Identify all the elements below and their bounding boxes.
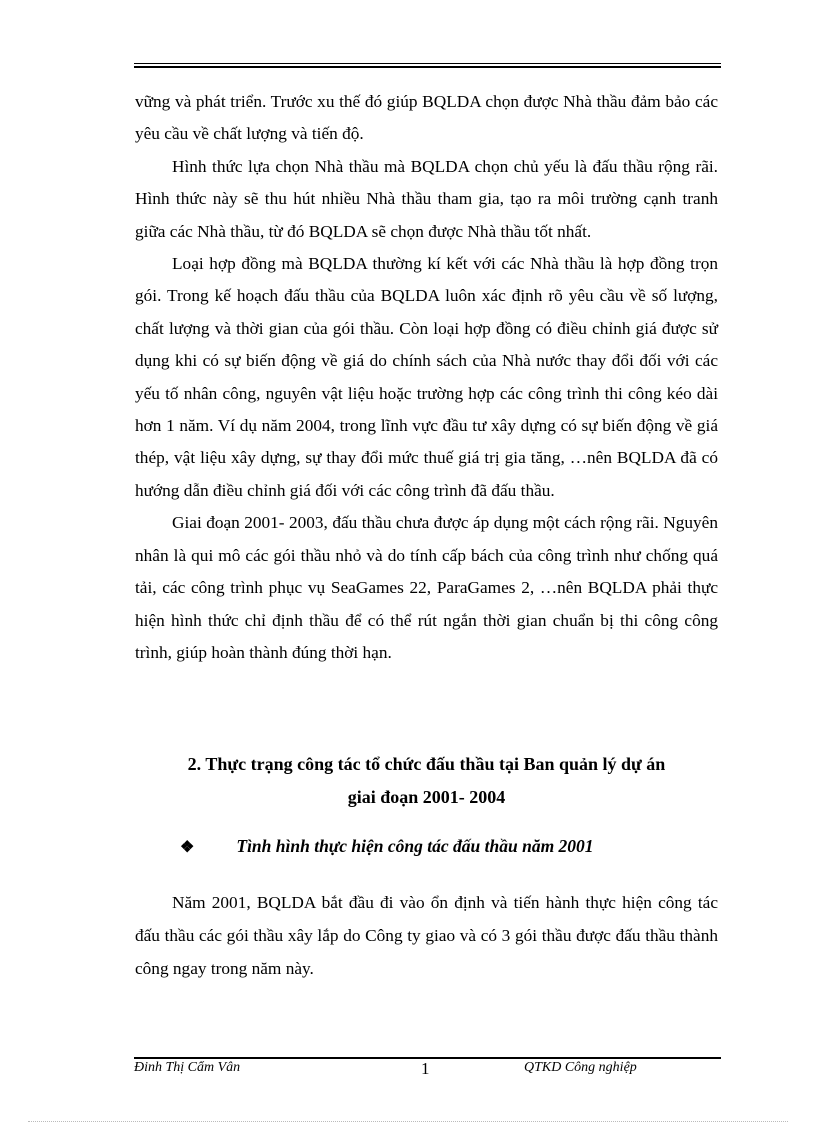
header-rule-thin — [134, 63, 721, 64]
body-text-top — [135, 86, 718, 669]
section-heading-line1: 2. Thực trạng công tác tổ chức đấu thầu tại Ban quản lý dự án — [187, 754, 666, 774]
subheading — [180, 834, 700, 860]
page-footer — [134, 1060, 721, 1082]
section-heading — [135, 748, 718, 814]
body-text-bottom — [135, 886, 718, 985]
footer-author: Đinh Thị Cẩm Vân — [134, 1060, 241, 1075]
paragraph-3: Loại hợp đồng mà BQLDA thường kí kết với các Nhà thầu là hợp đồng trọn gói. Trong kế hoạch đấu thầu của BQLDA luôn xác định rõ yêu cầu về số lượng, chất lượng và thời gian của gói thầu. Còn loại hợp đồng có điều chỉnh giá được sử dụng khi có sự biến động về giá do chính sách của Nhà nước thay đổi đối với các yếu tố nhân công, nguyên vật liệu hoặc trường hợp các công trình thi công kéo dài hơn 1 năm. Ví dụ năm 2004, trong lĩnh vực đầu tư xây dựng có sự biến động về giá thép, vật liệu xây dựng, sự thay đổi mức thuế giá trị gia tăng, …nên BQLDA đã có hướng dẫn điều chỉnh giá đối với các công trình đã đấu thầu. — [135, 254, 718, 500]
paragraph-4: Giai đoạn 2001- 2003, đấu thầu chưa được áp dụng một cách rộng rãi. Nguyên nhân là qui mô các gói thầu nhỏ và do tính cấp bách của công trình như chống quá tải, các công trình phục vụ SeaGames 22, ParaGames 2, …nên BQLDA phải thực hiện hình thức chỉ định thầu để có thể rút ngắn thời gian chuẩn bị thi công công trình, giúp hoàn thành đúng thời hạn. — [135, 513, 718, 662]
paragraph-2: Hình thức lựa chọn Nhà thầu mà BQLDA chọn chủ yếu là đấu thầu rộng rãi. Hình thức này sẽ thu hút nhiều Nhà thầu tham gia, tạo ra môi trường cạnh tranh giữa các Nhà thầu, từ đó BQLDA sẽ chọn được Nhà thầu tốt nhất. — [135, 156, 718, 241]
section-heading-line2: giai đoạn 2001- 2004 — [347, 787, 506, 807]
header-rule-thick — [134, 66, 721, 68]
diamond-bullet-icon: ❖ — [180, 839, 195, 856]
page-bottom-dotted-line — [28, 1121, 788, 1122]
paragraph-1: vững và phát triển. Trước xu thế đó giúp BQLDA chọn được Nhà thầu đảm bảo các yêu cầu về chất lượng và tiến độ. — [135, 92, 718, 144]
footer-department: QTKD Công nghiệp — [524, 1060, 637, 1075]
subheading-text: Tình hình thực hiện công tác đấu thầu năm 2001 — [236, 836, 594, 856]
page-number: 1 — [421, 1059, 430, 1078]
paragraph-5: Năm 2001, BQLDA bắt đầu đi vào ổn định và tiến hành thực hiện công tác đấu thầu các gói thầu xây lắp do Công ty giao và có 3 gói thầu được đấu thầu thành công ngay trong năm này. — [135, 893, 718, 978]
